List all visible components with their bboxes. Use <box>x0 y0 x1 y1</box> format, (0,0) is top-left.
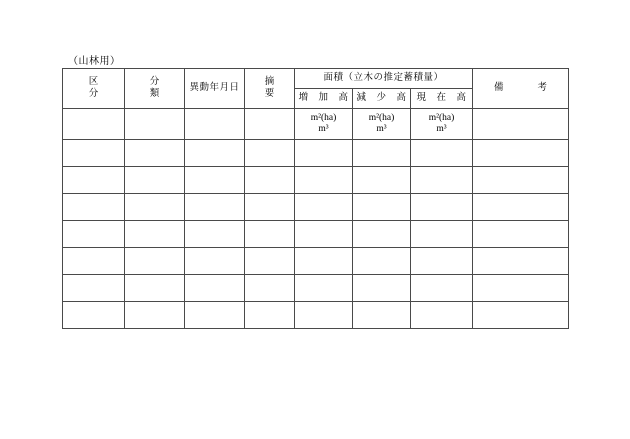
cell-zouka[interactable] <box>295 302 353 329</box>
header-kubun <box>63 69 133 109</box>
cell-zouka[interactable] <box>295 140 353 167</box>
cell-zouka[interactable] <box>295 248 353 275</box>
cell-bunrui[interactable] <box>125 221 185 248</box>
cell-tekiyou[interactable] <box>245 221 295 248</box>
table-row <box>63 167 569 194</box>
cell-genshou[interactable] <box>353 275 411 302</box>
cell-bunrui[interactable] <box>125 167 185 194</box>
cell-tekiyou[interactable] <box>245 109 295 140</box>
header-kubun-label: 区 分 <box>88 77 133 99</box>
header-bunrui <box>125 69 194 109</box>
cell-kubun[interactable] <box>63 302 125 329</box>
cell-genshou[interactable] <box>353 140 411 167</box>
cell-genshou[interactable] <box>353 221 411 248</box>
cell-tekiyou[interactable] <box>245 194 295 221</box>
unit-zouka-area: m²(ha) <box>310 112 337 123</box>
cell-idou-date[interactable] <box>185 167 245 194</box>
header-genzai-label: 現 在 高 <box>416 92 467 103</box>
header-tekiyou <box>245 69 303 109</box>
cell-kubun[interactable] <box>63 109 125 140</box>
header-menseki-group-label: 面積（立木の推定蓄積量） <box>323 72 444 83</box>
cell-genzai[interactable] <box>411 248 473 275</box>
cell-genzai[interactable] <box>411 302 473 329</box>
header-menseki-group <box>295 69 473 89</box>
cell-bunrui[interactable] <box>125 109 185 140</box>
cell-zouka-units[interactable] <box>295 109 353 140</box>
cell-genzai[interactable] <box>411 140 473 167</box>
header-genshou-label: 減 少 高 <box>356 92 407 103</box>
cell-genshou-units[interactable] <box>353 109 411 140</box>
table-row <box>63 194 569 221</box>
cell-bunrui[interactable] <box>125 302 185 329</box>
cell-bunrui[interactable] <box>125 275 185 302</box>
cell-kubun[interactable] <box>63 140 125 167</box>
header-zouka <box>295 89 353 109</box>
cell-tekiyou[interactable] <box>245 248 295 275</box>
unit-genshou-area: m²(ha) <box>368 112 395 123</box>
cell-genshou[interactable] <box>353 167 411 194</box>
cell-bikou[interactable] <box>473 221 569 248</box>
cell-kubun[interactable] <box>63 167 125 194</box>
cell-idou-date[interactable] <box>185 109 245 140</box>
header-genshou <box>353 89 411 109</box>
form-caption: （山林用） <box>68 56 121 67</box>
cell-kubun[interactable] <box>63 221 125 248</box>
cell-bunrui[interactable] <box>125 248 185 275</box>
header-idou-date <box>185 69 245 109</box>
cell-idou-date[interactable] <box>185 275 245 302</box>
cell-bikou[interactable] <box>473 194 569 221</box>
cell-zouka[interactable] <box>295 194 353 221</box>
unit-genshou-volume: m³ <box>376 124 387 134</box>
table-row <box>63 275 569 302</box>
cell-bikou[interactable] <box>473 248 569 275</box>
header-idou-date-label: 異動年月日 <box>189 82 240 93</box>
cell-zouka[interactable] <box>295 275 353 302</box>
cell-idou-date[interactable] <box>185 302 245 329</box>
cell-bikou[interactable] <box>473 140 569 167</box>
table-row <box>63 302 569 329</box>
cell-bikou[interactable] <box>473 302 569 329</box>
unit-zouka-volume: m³ <box>318 124 329 134</box>
unit-genzai-volume: m³ <box>436 124 447 134</box>
cell-genzai[interactable] <box>411 275 473 302</box>
cell-bunrui[interactable] <box>125 194 185 221</box>
cell-idou-date[interactable] <box>185 221 245 248</box>
header-bikou-label: 備 考 <box>494 82 553 93</box>
cell-genzai[interactable] <box>411 221 473 248</box>
ledger-table-wrapper <box>62 68 568 329</box>
cell-bikou[interactable] <box>473 275 569 302</box>
cell-genzai-units[interactable] <box>411 109 473 140</box>
cell-genzai[interactable] <box>411 194 473 221</box>
cell-bikou[interactable] <box>473 109 569 140</box>
table-header-row-1 <box>63 69 569 89</box>
cell-idou-date[interactable] <box>185 140 245 167</box>
header-bikou <box>473 69 569 109</box>
table-row <box>63 221 569 248</box>
table-row <box>63 248 569 275</box>
cell-zouka[interactable] <box>295 167 353 194</box>
cell-bunrui[interactable] <box>125 140 185 167</box>
cell-idou-date[interactable] <box>185 194 245 221</box>
header-tekiyou-label: 摘 要 <box>264 77 303 99</box>
cell-tekiyou[interactable] <box>245 167 295 194</box>
cell-genzai[interactable] <box>411 167 473 194</box>
cell-genshou[interactable] <box>353 302 411 329</box>
cell-idou-date[interactable] <box>185 248 245 275</box>
header-bunrui-label: 分 類 <box>149 77 194 99</box>
table-row <box>63 109 569 140</box>
cell-tekiyou[interactable] <box>245 302 295 329</box>
unit-genzai-area: m²(ha) <box>428 112 455 123</box>
cell-tekiyou[interactable] <box>245 275 295 302</box>
forest-asset-ledger-table <box>62 68 569 329</box>
header-zouka-label: 増 加 高 <box>298 92 349 103</box>
header-genzai <box>411 89 473 109</box>
table-body <box>63 109 569 329</box>
cell-genshou[interactable] <box>353 194 411 221</box>
cell-bikou[interactable] <box>473 167 569 194</box>
cell-genshou[interactable] <box>353 248 411 275</box>
cell-kubun[interactable] <box>63 248 125 275</box>
cell-kubun[interactable] <box>63 275 125 302</box>
table-row <box>63 140 569 167</box>
cell-zouka[interactable] <box>295 221 353 248</box>
cell-kubun[interactable] <box>63 194 125 221</box>
cell-tekiyou[interactable] <box>245 140 295 167</box>
